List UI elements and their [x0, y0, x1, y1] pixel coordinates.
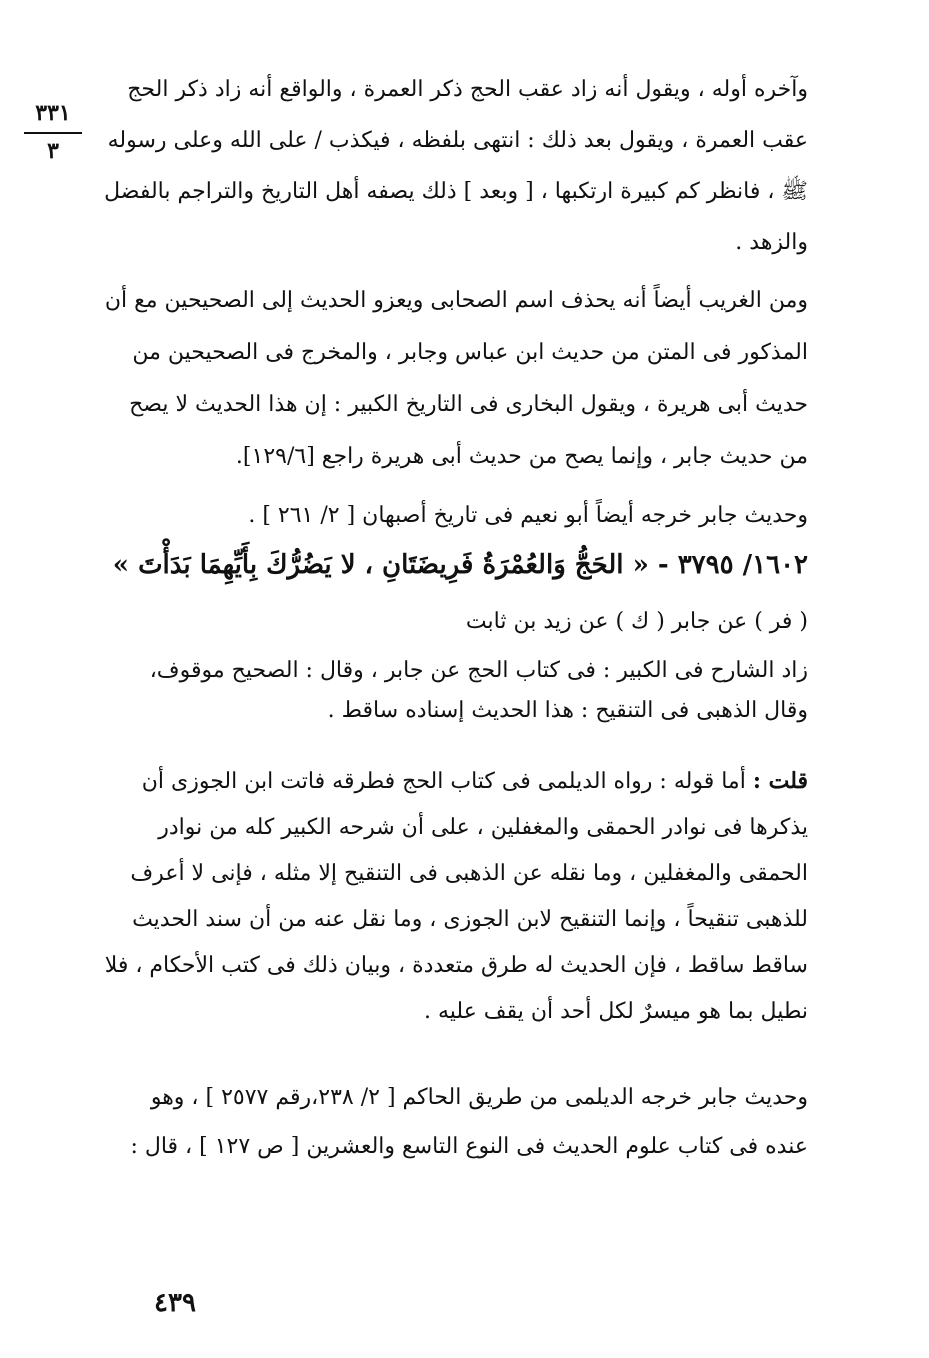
- page-number: ٤٣٩: [154, 1288, 196, 1318]
- paragraph-4: زاد الشارح فى الكبير : فى كتاب الحج عن جابر ، وقال : الصحيح موقوف، وقال الذهبى فى التنقيح : هذا الحديث إسناده ساقط .: [149, 658, 808, 723]
- margin-reference: [18, 100, 88, 164]
- hadith-text: ١٦٠٢/ ٣٧٩٥ - « الحَجُّ وَالعُمْرَةُ فَرِيضَتَانِ ، لا يَضُرُّكَ بِأَيِّهِمَا بَدَأْتَ »: [112, 550, 808, 580]
- paragraph-6: وحديث جابر خرجه الديلمى من طريق الحاكم [ ٢/ ٢٣٨،رقم ٢٥٧٧ ] ، وهو عنده فى كتاب علوم الحديث فى النوع التاسع والعشرين [ ص ١٢٧ ] ، قال :: [130, 1085, 808, 1159]
- margin-ref-bottom: ٣: [47, 138, 59, 164]
- hadith-source: ( فر ) عن جابر ( ك ) عن زيد بن ثابت: [465, 609, 808, 634]
- paragraph-2: ومن الغريب أيضاً أنه يحذف اسم الصحابى ويعزو الحديث إلى الصحيحين مع أن المذكور فى المتن من حديث ابن عباس وجابر ، والمخرج فى الصحيحين من حديث أبى هريرة ، ويقول البخارى فى التاريخ الكبير : إن هذا الحديث لا يصح من حديث جابر ، وإنما يصح من حديث أبى هريرة راجع [١٢٩/٦].: [104, 288, 808, 469]
- paragraph-5-body: أما قوله : رواه الديلمى فى كتاب الحج فطرقه فاتت ابن الجوزى أن يذكرها فى نوادر الحمقى والمغفلين ، على أن شرحه الكبير كله من نوادر الحمقى والمغفلين ، وما نقله عن الذهبى فى التنقيح إلا مثله ، فإنى لا أعرف للذهبى تنقيحاً ، وإنما التنقيح لابن الجوزى ، وما نقل عنه من أن سند الحديث ساقط ساقط ، فإن الحديث له طرق متعددة ، وبيان ذلك فى كتب الأحكام ، فلا نطيل بما هو ميسرٌ لكل أحد أن يقف عليه .: [104, 769, 808, 1024]
- paragraph-5-lead: قلت :: [752, 768, 808, 794]
- paragraph-1: وآخره أوله ، ويقول أنه زاد عقب الحج ذكر العمرة ، والواقع أنه زاد ذكر الحج عقب العمرة ، ويقول بعد ذلك : انتهى بلفظه ، فيكذب / على الله وعلى رسوله ﷺ ، فانظر كم كبيرة ارتكبها ، [ وبعد ] ذلك يصفه أهل التاريخ والتراجم بالفضل والزهد .: [104, 77, 808, 255]
- margin-ref-top: ٣٣١: [35, 100, 71, 126]
- paragraph-5: [102, 758, 808, 1035]
- margin-ref-divider: [24, 132, 82, 134]
- paragraph-3: وحديث جابر خرجه أيضاً أبو نعيم فى تاريخ أصبهان [ ٢/ ٢٦١ ] .: [248, 503, 808, 528]
